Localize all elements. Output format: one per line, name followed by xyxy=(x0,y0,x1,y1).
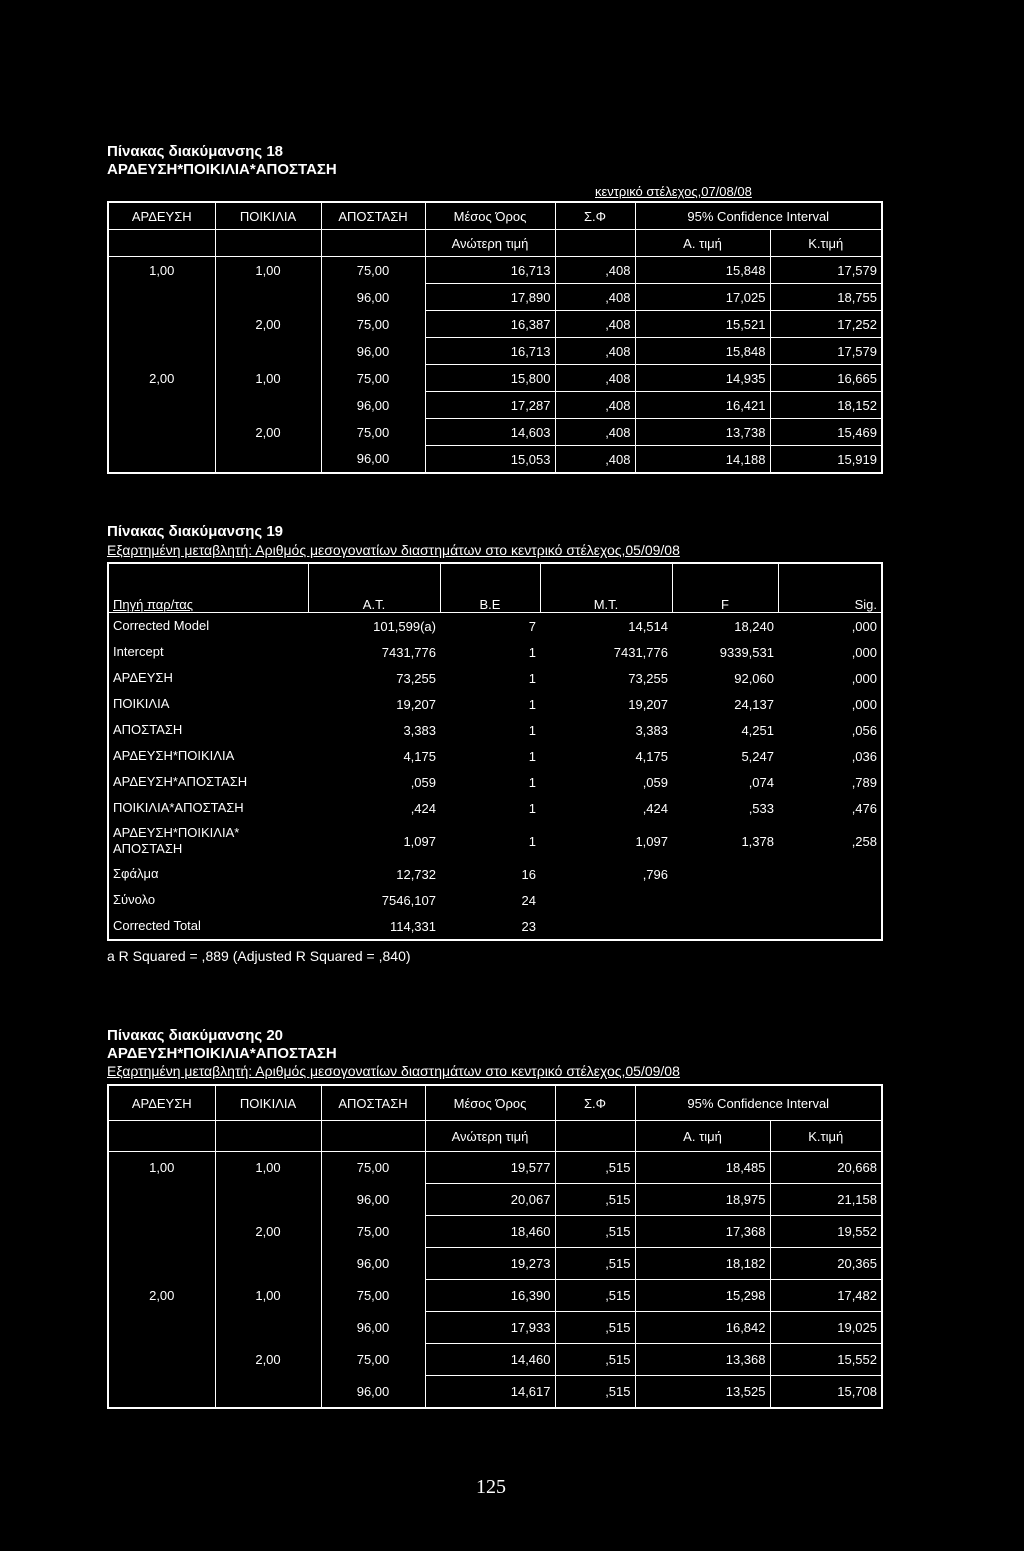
t20-cell: 19,273 xyxy=(425,1248,555,1280)
t19-cell: 24,137 xyxy=(734,696,774,712)
t19-cell: 12,732 xyxy=(396,866,436,882)
t18-cell: 17,252 xyxy=(770,311,882,338)
t18-cell: 18,152 xyxy=(770,392,882,419)
t18-cell: 15,848 xyxy=(635,338,770,365)
t18-table xyxy=(107,201,883,474)
table-row xyxy=(108,419,882,446)
table-row xyxy=(108,1184,882,1216)
t19-h4: F xyxy=(672,563,778,613)
t18-cell: ,408 xyxy=(555,257,635,284)
t18-cell: 96,00 xyxy=(321,284,425,311)
t18-sh0: Ανώτερη τιμή xyxy=(425,230,555,257)
t19-cell: 101,599(a) xyxy=(373,618,436,634)
t19-cell: ,533 xyxy=(748,800,774,816)
t19-h1: Α.Τ. xyxy=(308,563,440,613)
t19-cell: 7431,776 xyxy=(613,644,668,660)
t18-cell: 15,469 xyxy=(770,419,882,446)
t19-cell: 7546,107 xyxy=(381,892,436,908)
t18-cell: ,408 xyxy=(555,365,635,392)
t18-sh2: Κ.τιμή xyxy=(770,230,882,257)
t19-cell: ,789 xyxy=(851,774,877,790)
t18-h5: 95% Confidence Interval xyxy=(635,202,882,230)
t20-cell xyxy=(215,1184,321,1216)
t20-cell: 16,390 xyxy=(425,1280,555,1312)
t19-cell xyxy=(540,913,672,940)
t18-cell: 16,421 xyxy=(635,392,770,419)
t19-cell xyxy=(672,887,778,913)
t18-cell: 96,00 xyxy=(321,392,425,419)
t19-cell: 3,383 xyxy=(635,722,668,738)
t20-cell xyxy=(108,1216,215,1248)
t20-cell: 75,00 xyxy=(321,1216,425,1248)
t18-cell: 17,287 xyxy=(425,392,555,419)
table-row xyxy=(108,1344,882,1376)
t20-cell: 19,577 xyxy=(425,1152,555,1184)
t18-title: Πίνακας διακύμανσης 18 xyxy=(107,143,284,160)
t18-h0: ΑΡΔΕΥΣΗ xyxy=(108,202,215,230)
t18-cell xyxy=(215,338,321,365)
t20-cell: 17,482 xyxy=(770,1280,882,1312)
t19-footnote: a R Squared = ,889 (Adjusted R Squared = ,840) xyxy=(107,948,411,964)
t19-cell: 18,240 xyxy=(734,618,774,634)
page-number: 125 xyxy=(476,1476,506,1498)
t19-cell: ,056 xyxy=(851,722,877,738)
t18-cell: 1,00 xyxy=(215,257,321,284)
table-row xyxy=(108,861,882,887)
t19-cell xyxy=(672,861,778,887)
t18-cell: 15,800 xyxy=(425,365,555,392)
t19-cell: 4,175 xyxy=(403,748,436,764)
t18-h4: Σ.Φ xyxy=(555,202,635,230)
t20-cell: 17,933 xyxy=(425,1312,555,1344)
t19-cell: 16 xyxy=(521,866,536,882)
table-row xyxy=(108,1376,882,1409)
t18-cell xyxy=(215,446,321,474)
table-row xyxy=(108,257,882,284)
t20-cell: 75,00 xyxy=(321,1344,425,1376)
t19-cell: 1 xyxy=(528,722,536,738)
t20-cell: 96,00 xyxy=(321,1184,425,1216)
t18-cell: 14,603 xyxy=(425,419,555,446)
t18-cell: 16,665 xyxy=(770,365,882,392)
t20-cell: 75,00 xyxy=(321,1280,425,1312)
t20-cell: 14,617 xyxy=(425,1376,555,1409)
t19-cell: ,074 xyxy=(748,774,774,790)
table-row xyxy=(108,1216,882,1248)
t18-cell: ,408 xyxy=(555,284,635,311)
t20-cell: 96,00 xyxy=(321,1312,425,1344)
t18-cell: ,408 xyxy=(555,392,635,419)
t18-cell: 96,00 xyxy=(321,446,425,474)
t19-cell: 7431,776 xyxy=(381,644,436,660)
t19-cell: ,796 xyxy=(642,866,668,882)
t18-cell: 18,755 xyxy=(770,284,882,311)
t19-cell xyxy=(778,913,882,940)
t19-cell: ,476 xyxy=(851,800,877,816)
t19-cell: 1 xyxy=(528,696,536,712)
t18-cell: 17,025 xyxy=(635,284,770,311)
t19-cell: 1,378 xyxy=(741,833,774,849)
t19-cell xyxy=(108,821,308,861)
t18-cell xyxy=(108,284,215,311)
t20-cell: 2,00 xyxy=(215,1344,321,1376)
table-row xyxy=(108,821,882,861)
t20-h4: Σ.Φ xyxy=(555,1085,635,1121)
t19-h3: Μ.Τ. xyxy=(540,563,672,613)
t19-cell: ,000 xyxy=(851,670,877,686)
t18-cell: 75,00 xyxy=(321,257,425,284)
t19-cell: 24 xyxy=(521,892,536,908)
t20-cell: 15,298 xyxy=(635,1280,770,1312)
t20-table xyxy=(107,1084,883,1409)
t20-cell: 1,00 xyxy=(215,1280,321,1312)
t18-cell: 15,919 xyxy=(770,446,882,474)
table-row xyxy=(108,639,882,665)
t18-h1: ΠΟΙΚΙΛΙΑ xyxy=(215,202,321,230)
t18-subtitle: ΑΡΔΕΥΣΗ*ΠΟΙΚΙΛΙΑ*ΑΠΟΣΤΑΣΗ xyxy=(107,161,337,178)
t19-cell: Σύνολο xyxy=(113,892,156,907)
t18-cell: ,408 xyxy=(555,338,635,365)
t20-sh2: Κ.τιμή xyxy=(770,1121,882,1152)
t19-cell: ,000 xyxy=(851,696,877,712)
t20-cell: 19,025 xyxy=(770,1312,882,1344)
t18-cell: 15,848 xyxy=(635,257,770,284)
t19-cell xyxy=(778,861,882,887)
t19-table xyxy=(107,562,883,941)
table-row xyxy=(108,1152,882,1184)
t19-cell: 5,247 xyxy=(741,748,774,764)
t19-cell: 92,060 xyxy=(734,670,774,686)
t20-cell: 15,708 xyxy=(770,1376,882,1409)
t19-cell: 1 xyxy=(528,644,536,660)
t19-cell: 4,175 xyxy=(635,748,668,764)
t20-cell: 2,00 xyxy=(108,1280,215,1312)
t20-cell: 14,460 xyxy=(425,1344,555,1376)
t19-cell: ,059 xyxy=(410,774,436,790)
table-row xyxy=(108,338,882,365)
t20-cell: 17,368 xyxy=(635,1216,770,1248)
t18-subheader-row xyxy=(108,230,882,257)
t19-cell: Corrected Total xyxy=(113,918,201,933)
t19-cell: 3,383 xyxy=(403,722,436,738)
t19-cell: Corrected Model xyxy=(113,618,210,633)
table-row xyxy=(108,887,882,913)
t19-h0: Πηγή παρ/τας xyxy=(113,597,193,612)
t20-cell: ,515 xyxy=(555,1248,635,1280)
t20-cell xyxy=(215,1312,321,1344)
t20-cell: 18,485 xyxy=(635,1152,770,1184)
table-row xyxy=(108,613,882,640)
t20-cell: 1,00 xyxy=(108,1152,215,1184)
t20-cell: 20,668 xyxy=(770,1152,882,1184)
table-row xyxy=(108,1280,882,1312)
table-row xyxy=(108,284,882,311)
t19-cell xyxy=(778,887,882,913)
t19-cell: ΠΟΙΚΙΛΙΑ*ΑΠΟΣΤΑΣΗ xyxy=(113,800,244,815)
t20-cell: 96,00 xyxy=(321,1376,425,1409)
t19-cell: 4,251 xyxy=(741,722,774,738)
t19-cell: ,000 xyxy=(851,644,877,660)
t20-cell: 96,00 xyxy=(321,1248,425,1280)
table-row xyxy=(108,311,882,338)
t19-cell: 1 xyxy=(528,833,536,849)
t19-cell: ΑΡΔΕΥΣΗ*ΠΟΙΚΙΛΙΑ xyxy=(113,748,235,763)
t20-cell: 15,552 xyxy=(770,1344,882,1376)
t18-caption: κεντρικό στέλεχος,07/08/08 xyxy=(595,184,752,199)
t18-cell xyxy=(108,338,215,365)
t19-cell: 1 xyxy=(528,748,536,764)
t18-cell: 75,00 xyxy=(321,419,425,446)
t20-cell: ,515 xyxy=(555,1344,635,1376)
t19-cell xyxy=(540,887,672,913)
t18-cell: 17,579 xyxy=(770,338,882,365)
t18-cell xyxy=(108,392,215,419)
t19-cell: 73,255 xyxy=(396,670,436,686)
t18-h3: Μέσος Όρος xyxy=(425,202,555,230)
t19-title: Πίνακας διακύμανσης 19 xyxy=(107,523,284,540)
t19-cell: ,258 xyxy=(851,833,877,849)
t20-cell: ,515 xyxy=(555,1216,635,1248)
t20-cell: 18,460 xyxy=(425,1216,555,1248)
t20-cell xyxy=(108,1184,215,1216)
t18-cell xyxy=(215,284,321,311)
t18-header-row xyxy=(108,202,882,230)
table-row xyxy=(108,1248,882,1280)
t20-cell: 2,00 xyxy=(215,1216,321,1248)
t19-header-row xyxy=(108,563,882,613)
t18-cell xyxy=(215,392,321,419)
table-row xyxy=(108,1312,882,1344)
t18-cell: 15,053 xyxy=(425,446,555,474)
table-row xyxy=(108,365,882,392)
t20-cell: ,515 xyxy=(555,1184,635,1216)
t19-cell xyxy=(672,913,778,940)
t18-cell: 13,738 xyxy=(635,419,770,446)
t18-cell: 16,713 xyxy=(425,338,555,365)
t18-cell xyxy=(108,446,215,474)
t18-cell: 16,387 xyxy=(425,311,555,338)
t19-cell: ΑΡΔΕΥΣΗ xyxy=(113,670,173,685)
t20-cell: ,515 xyxy=(555,1280,635,1312)
t20-cell: ,515 xyxy=(555,1312,635,1344)
t20-cell: 19,552 xyxy=(770,1216,882,1248)
t19-cell: 19,207 xyxy=(628,696,668,712)
t19-cell: 14,514 xyxy=(628,618,668,634)
t19-cell: Σφάλμα xyxy=(113,866,159,881)
t18-cell: 14,935 xyxy=(635,365,770,392)
t20-h3: Μέσος Όρος xyxy=(425,1085,555,1121)
t18-cell: 16,713 xyxy=(425,257,555,284)
t20-cell: 13,525 xyxy=(635,1376,770,1409)
t20-cell: 13,368 xyxy=(635,1344,770,1376)
t18-cell xyxy=(108,311,215,338)
t20-cell xyxy=(108,1376,215,1409)
t20-h0: ΑΡΔΕΥΣΗ xyxy=(108,1085,215,1121)
t18-cell: 1,00 xyxy=(108,257,215,284)
table-row xyxy=(108,743,882,769)
t20-sh1: Α. τιμή xyxy=(635,1121,770,1152)
table-row xyxy=(108,392,882,419)
t19-cell: ,000 xyxy=(851,618,877,634)
table-row xyxy=(108,913,882,940)
table-row xyxy=(108,717,882,743)
t20-cell: 75,00 xyxy=(321,1152,425,1184)
t20-cell: 16,842 xyxy=(635,1312,770,1344)
t19-cell: 23 xyxy=(521,918,536,934)
t20-cell: 18,975 xyxy=(635,1184,770,1216)
t20-title: Πίνακας διακύμανσης 20 xyxy=(107,1027,284,1044)
t19-cell: 1,097 xyxy=(403,833,436,849)
t20-cell xyxy=(108,1344,215,1376)
t20-sh0: Ανώτερη τιμή xyxy=(425,1121,555,1152)
t19-cell: 7 xyxy=(528,618,536,634)
t20-cell xyxy=(215,1248,321,1280)
t20-subheader-row xyxy=(108,1121,882,1152)
t20-cell xyxy=(108,1312,215,1344)
t18-cell: 1,00 xyxy=(215,365,321,392)
t18-cell: 17,890 xyxy=(425,284,555,311)
t19-cell: ,059 xyxy=(642,774,668,790)
t19-cell: 73,255 xyxy=(628,670,668,686)
t19-cell: ΑΠΟΣΤΑΣΗ xyxy=(113,722,183,737)
table-row xyxy=(108,795,882,821)
t19-cell: 1 xyxy=(528,670,536,686)
t19-cell: Intercept xyxy=(113,644,164,659)
t18-cell: 96,00 xyxy=(321,338,425,365)
t18-cell: ,408 xyxy=(555,311,635,338)
t20-subtitle: ΑΡΔΕΥΣΗ*ΠΟΙΚΙΛΙΑ*ΑΠΟΣΤΑΣΗ xyxy=(107,1045,337,1062)
t18-cell xyxy=(108,419,215,446)
t19-h2: Β.Ε xyxy=(440,563,540,613)
table-row xyxy=(108,665,882,691)
t18-cell: 15,521 xyxy=(635,311,770,338)
t18-h2: ΑΠΟΣΤΑΣΗ xyxy=(321,202,425,230)
t19-cell: 19,207 xyxy=(396,696,436,712)
t19-cell: ,036 xyxy=(851,748,877,764)
t20-cell xyxy=(108,1248,215,1280)
t19-cell: 1 xyxy=(528,800,536,816)
t18-cell: 2,00 xyxy=(215,311,321,338)
t18-sh1: Α. τιμή xyxy=(635,230,770,257)
t19-cell: ,424 xyxy=(642,800,668,816)
t18-cell: 2,00 xyxy=(215,419,321,446)
t18-cell: ,408 xyxy=(555,419,635,446)
t18-cell: 17,579 xyxy=(770,257,882,284)
t20-cell: 20,067 xyxy=(425,1184,555,1216)
t20-header-row xyxy=(108,1085,882,1121)
t18-cell: ,408 xyxy=(555,446,635,474)
t20-h5: 95% Confidence Interval xyxy=(635,1085,882,1121)
t19-cell: 114,331 xyxy=(389,918,436,934)
t20-cell: 18,182 xyxy=(635,1248,770,1280)
t20-cell xyxy=(215,1376,321,1409)
t20-cell: ,515 xyxy=(555,1376,635,1409)
t19-h5: Sig. xyxy=(778,563,882,613)
t20-cell: ,515 xyxy=(555,1152,635,1184)
t19-cell: 9339,531 xyxy=(719,644,774,660)
t20-cell: 1,00 xyxy=(215,1152,321,1184)
table-row xyxy=(108,769,882,795)
t18-cell: 75,00 xyxy=(321,311,425,338)
t19-subtitle: Εξαρτημένη μεταβλητή: Αριθμός μεσογονατίων διαστημάτων στο κεντρικό στέλεχος,05/09/08 xyxy=(107,542,680,558)
t20-h1: ΠΟΙΚΙΛΙΑ xyxy=(215,1085,321,1121)
t19-row9-label-line1: ΑΡΔΕΥΣΗ*ΠΟΙΚΙΛΙΑ* xyxy=(113,825,240,840)
t20-cell: 21,158 xyxy=(770,1184,882,1216)
t19-cell: ΠΟΙΚΙΛΙΑ xyxy=(113,696,170,711)
t19-cell: 1 xyxy=(528,774,536,790)
t18-cell: 2,00 xyxy=(108,365,215,392)
t20-subtitle2: Εξαρτημένη μεταβλητή: Αριθμός μεσογονατίων διαστημάτων στο κεντρικό στέλεχος,05/09/08 xyxy=(107,1063,680,1079)
t19-cell: ΑΡΔΕΥΣΗ*ΑΠΟΣΤΑΣΗ xyxy=(113,774,248,789)
t18-cell: 75,00 xyxy=(321,365,425,392)
t20-h2: ΑΠΟΣΤΑΣΗ xyxy=(321,1085,425,1121)
t18-cell: 14,188 xyxy=(635,446,770,474)
table-row xyxy=(108,691,882,717)
table-row xyxy=(108,446,882,474)
t20-cell: 20,365 xyxy=(770,1248,882,1280)
t19-cell: ,424 xyxy=(410,800,436,816)
t19-row9-label-line2: ΑΠΟΣΤΑΣΗ xyxy=(113,841,183,856)
t19-cell: 1,097 xyxy=(635,833,668,849)
